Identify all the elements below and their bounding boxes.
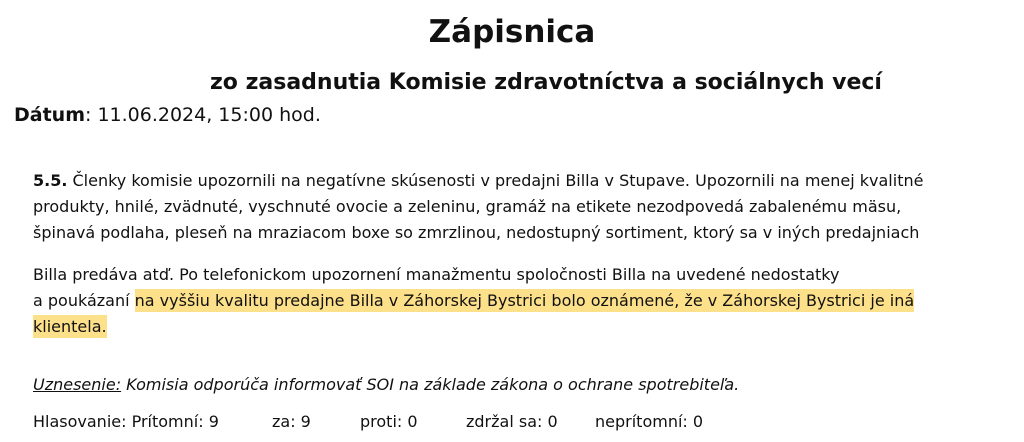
- date-value: : 11.06.2024, 15:00 hod.: [85, 104, 321, 126]
- resolution: [33, 375, 739, 394]
- date-label: Dátum: [14, 104, 85, 126]
- paragraph-line: špinavá podlaha, pleseň na mraziacom boxe so zmrzlinou, nedostupný sortiment, ktorý sa v iných predajniach: [33, 223, 920, 242]
- highlighted-text: klientela.: [33, 317, 107, 336]
- vote-absent: neprítomní: 0: [595, 412, 704, 431]
- section-paragraph-2: [33, 262, 914, 340]
- section-number: 5.5.: [33, 171, 68, 190]
- vote-present: Hlasovanie: Prítomní: 9: [33, 412, 219, 431]
- resolution-label: Uznesenie:: [33, 375, 122, 394]
- highlighted-text: na vyššiu kvalitu predajne Billa v Záhorskej Bystrici bolo oznámené, že v Záhorskej Bystrici je iná: [134, 291, 915, 310]
- section-paragraph-1: [33, 168, 923, 246]
- paragraph-line: a poukázaní na vyššiu kvalitu predajne Billa v Záhorskej Bystrici bolo oznámené, že v Záhorskej Bystrici je iná: [33, 291, 915, 310]
- vote-abstained: zdržal sa: 0: [466, 412, 558, 431]
- paragraph-line: 5.5. Členky komisie upozornili na negatívne skúsenosti v predajni Billa v Stupave. Upozornili na menej kvalitné: [33, 171, 924, 190]
- vote-for: za: 9: [272, 412, 311, 431]
- vote-against: proti: 0: [360, 412, 418, 431]
- document-title: Zápisnica: [428, 14, 596, 50]
- paragraph-line: Billa predáva atď. Po telefonickom upozornení manažmentu spoločnosti Billa na uvedené nedostatky: [33, 265, 840, 284]
- paragraph-line: produkty, hnilé, zvädnuté, vyschnuté ovocie a zeleninu, gramáž na etikete nezodpovedá zabalenému mäsu,: [33, 197, 902, 216]
- meeting-date: [14, 104, 321, 126]
- document-subtitle: zo zasadnutia Komisie zdravotníctva a sociálnych vecí: [210, 70, 882, 95]
- resolution-text: Komisia odporúča informovať SOI na základe zákona o ochrane spotrebiteľa.: [121, 375, 740, 394]
- paragraph-line: [33, 314, 914, 340]
